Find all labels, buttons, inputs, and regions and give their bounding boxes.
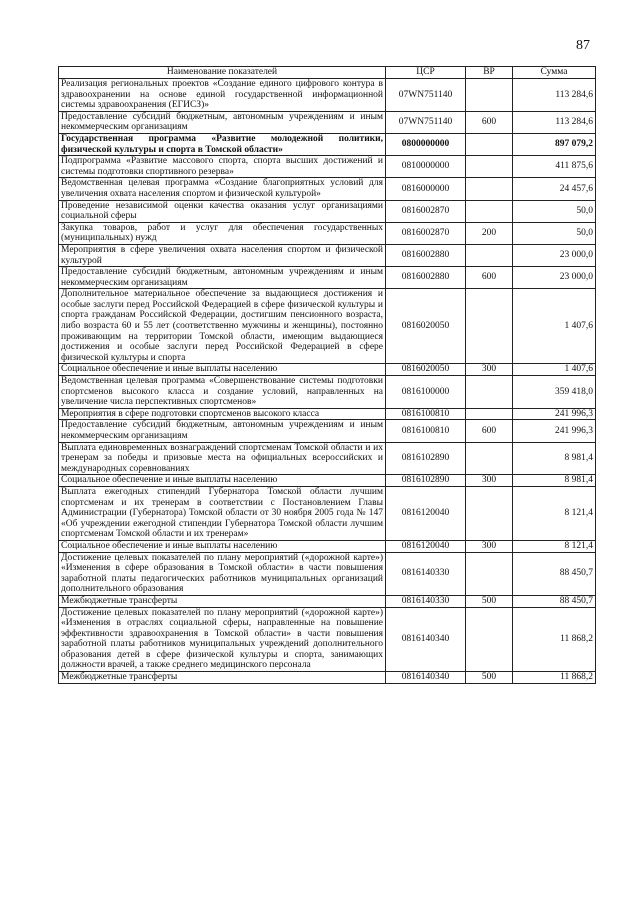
- row-vr: [466, 156, 513, 178]
- row-sum: 88 450,7: [513, 552, 596, 595]
- table-row: [59, 222, 596, 244]
- row-csr: 0816100810: [386, 420, 466, 442]
- table-row: [59, 486, 596, 540]
- row-vr: 500: [466, 672, 513, 684]
- row-sum: 241 996,3: [513, 420, 596, 442]
- table-row: [59, 595, 596, 607]
- row-name: Проведение независимой оценки качества оказания услуг организациями социальной сферы: [59, 200, 386, 222]
- row-name: Достижение целевых показателей по плану мероприятий («дорожной карте») «Изменения в отраслях социальной сферы, направленные на повышение эффективности здравоохранения в Томской области» в части повышения заработной платы работников муниципальных учреждений дополнительного образования детей в сфере физической культуры и спорта, занимающих должности врачей, а также среднего медицинского персонала: [59, 607, 386, 672]
- row-name: Предоставление субсидий бюджетным, автономным учреждениям и иным некоммерческим организациям: [59, 420, 386, 442]
- row-vr: [466, 133, 513, 155]
- row-name: Ведомственная целевая программа «Совершенствование системы подготовки спортсменов высокого класса и создание условий, направленных на увеличение числа перспективных спортсменов»: [59, 376, 386, 409]
- row-vr: [466, 607, 513, 672]
- table-row: [59, 178, 596, 200]
- row-name: Государственная программа «Развитие молодежной политики, физической культуры и спорта в Томской области»: [59, 133, 386, 155]
- table-row: [59, 552, 596, 595]
- row-vr: 600: [466, 111, 513, 133]
- row-name: Межбюджетные трансферты: [59, 595, 386, 607]
- table-row: [59, 420, 596, 442]
- row-name: Предоставление субсидий бюджетным, автономным учреждениям и иным некоммерческим организациям: [59, 111, 386, 133]
- row-name: Закупка товаров, работ и услуг для обеспечения государственных (муниципальных) нужд: [59, 222, 386, 244]
- row-vr: [466, 552, 513, 595]
- row-sum: 241 996,3: [513, 408, 596, 420]
- row-sum: 50,0: [513, 200, 596, 222]
- table-row: [59, 408, 596, 420]
- header-name: Наименование показателей: [59, 67, 386, 79]
- row-name: Межбюджетные трансферты: [59, 672, 386, 684]
- row-name: Социальное обеспечение и иные выплаты населению: [59, 540, 386, 552]
- row-csr: 0816120040: [386, 486, 466, 540]
- table-row: [59, 111, 596, 133]
- row-name: Подпрограмма «Развитие массового спорта, спорта высших достижений и системы подготовки спортивного резерва»: [59, 156, 386, 178]
- row-sum: 23 000,0: [513, 267, 596, 289]
- row-sum: 8 981,4: [513, 442, 596, 475]
- row-name: Мероприятия в сфере увеличения охвата населения спортом и физической культурой: [59, 244, 386, 266]
- row-name: Социальное обеспечение и иные выплаты населению: [59, 364, 386, 376]
- row-csr: 0800000000: [386, 133, 466, 155]
- table-row: [59, 540, 596, 552]
- table-row: [59, 289, 596, 364]
- row-sum: 88 450,7: [513, 595, 596, 607]
- header-csr: ЦСР: [386, 67, 466, 79]
- row-vr: 300: [466, 364, 513, 376]
- table-row: [59, 133, 596, 155]
- table-row: [59, 376, 596, 409]
- row-csr: 0816002880: [386, 267, 466, 289]
- row-sum: 50,0: [513, 222, 596, 244]
- row-vr: [466, 408, 513, 420]
- row-vr: [466, 200, 513, 222]
- page-number: 87: [576, 38, 590, 53]
- row-csr: 0816002880: [386, 244, 466, 266]
- row-name: Дополнительное материальное обеспечение за выдающиеся достижения и особые заслуги перед Российской Федерацией в сфере физической культуры и спорта гражданам Российской Федерации, достигшим пенсионного возраста, либо возраста 60 и 55 лет (соответственно мужчины и женщины), постоянно проживающим на территории Томской области, имеющим выдающиеся достижения и особые заслуги перед Российской Федерацией в сфере физической культуры и спорта: [59, 289, 386, 364]
- table-body: [59, 79, 596, 684]
- row-csr: 0816002870: [386, 222, 466, 244]
- row-csr: 0816102890: [386, 442, 466, 475]
- table-row: [59, 156, 596, 178]
- row-sum: 11 868,2: [513, 672, 596, 684]
- table-row: [59, 364, 596, 376]
- row-sum: 23 000,0: [513, 244, 596, 266]
- row-vr: [466, 376, 513, 409]
- table-row: [59, 475, 596, 487]
- row-csr: 0816102890: [386, 475, 466, 487]
- table-row: [59, 442, 596, 475]
- row-csr: 07WN751140: [386, 111, 466, 133]
- row-csr: 0816020050: [386, 289, 466, 364]
- row-sum: 8 121,4: [513, 486, 596, 540]
- row-sum: 8 121,4: [513, 540, 596, 552]
- table-row: [59, 244, 596, 266]
- row-sum: 113 284,6: [513, 79, 596, 112]
- row-csr: 0816100810: [386, 408, 466, 420]
- row-csr: 0816020050: [386, 364, 466, 376]
- row-vr: [466, 442, 513, 475]
- row-sum: 411 875,6: [513, 156, 596, 178]
- row-vr: 200: [466, 222, 513, 244]
- row-csr: 0816140330: [386, 552, 466, 595]
- row-name: Реализация региональных проектов «Создание единого цифрового контура в здравоохранении на основе единой государственной информационной системы здравоохранения (ЕГИСЗ)»: [59, 79, 386, 112]
- row-sum: 8 981,4: [513, 475, 596, 487]
- row-vr: 600: [466, 420, 513, 442]
- table-header-row: [59, 67, 596, 79]
- row-vr: [466, 289, 513, 364]
- table-row: [59, 672, 596, 684]
- row-name: Выплата единовременных вознаграждений спортсменам Томской области и их тренерам за победы и призовые места на официальных всероссийских и международных соревнованиях: [59, 442, 386, 475]
- row-vr: 300: [466, 475, 513, 487]
- row-csr: 0816000000: [386, 178, 466, 200]
- row-vr: [466, 244, 513, 266]
- row-name: Мероприятия в сфере подготовки спортсменов высокого класса: [59, 408, 386, 420]
- row-sum: 24 457,6: [513, 178, 596, 200]
- row-vr: 600: [466, 267, 513, 289]
- row-vr: 300: [466, 540, 513, 552]
- row-name: Выплата ежегодных стипендий Губернатора Томской области лучшим спортсменам и их тренерам в соответствии с Постановлением Главы Администрации (Губернатора) Томской области от 30 ноября 2005 года № 147 «Об учреждении ежегодной стипендии Губернатора Томской области лучшим спортсменам Томской области и их тренерам»: [59, 486, 386, 540]
- row-csr: 0810000000: [386, 156, 466, 178]
- table-row: [59, 200, 596, 222]
- row-csr: 0816140340: [386, 607, 466, 672]
- row-vr: 500: [466, 595, 513, 607]
- row-sum: 1 407,6: [513, 289, 596, 364]
- table-row: [59, 607, 596, 672]
- table-row: [59, 267, 596, 289]
- table-row: [59, 79, 596, 112]
- row-csr: 0816100000: [386, 376, 466, 409]
- row-csr: 0816120040: [386, 540, 466, 552]
- row-sum: 897 079,2: [513, 133, 596, 155]
- row-vr: [466, 79, 513, 112]
- header-sum: Сумма: [513, 67, 596, 79]
- row-csr: 0816002870: [386, 200, 466, 222]
- row-csr: 07WN751140: [386, 79, 466, 112]
- row-name: Ведомственная целевая программа «Создание благоприятных условий для увеличения охвата населения спортом и физической культурой»: [59, 178, 386, 200]
- row-vr: [466, 178, 513, 200]
- row-name: Достижение целевых показателей по плану мероприятий («дорожной карте») «Изменения в сфере образования в Томской области» в части повышения заработной платы педагогических работников муниципальных организаций дополнительного образования: [59, 552, 386, 595]
- header-vr: ВР: [466, 67, 513, 79]
- row-sum: 1 407,6: [513, 364, 596, 376]
- row-sum: 11 868,2: [513, 607, 596, 672]
- budget-table: [58, 66, 596, 684]
- row-sum: 113 284,6: [513, 111, 596, 133]
- row-csr: 0816140330: [386, 595, 466, 607]
- row-name: Предоставление субсидий бюджетным, автономным учреждениям и иным некоммерческим организациям: [59, 267, 386, 289]
- row-vr: [466, 486, 513, 540]
- row-sum: 359 418,0: [513, 376, 596, 409]
- row-csr: 0816140340: [386, 672, 466, 684]
- row-name: Социальное обеспечение и иные выплаты населению: [59, 475, 386, 487]
